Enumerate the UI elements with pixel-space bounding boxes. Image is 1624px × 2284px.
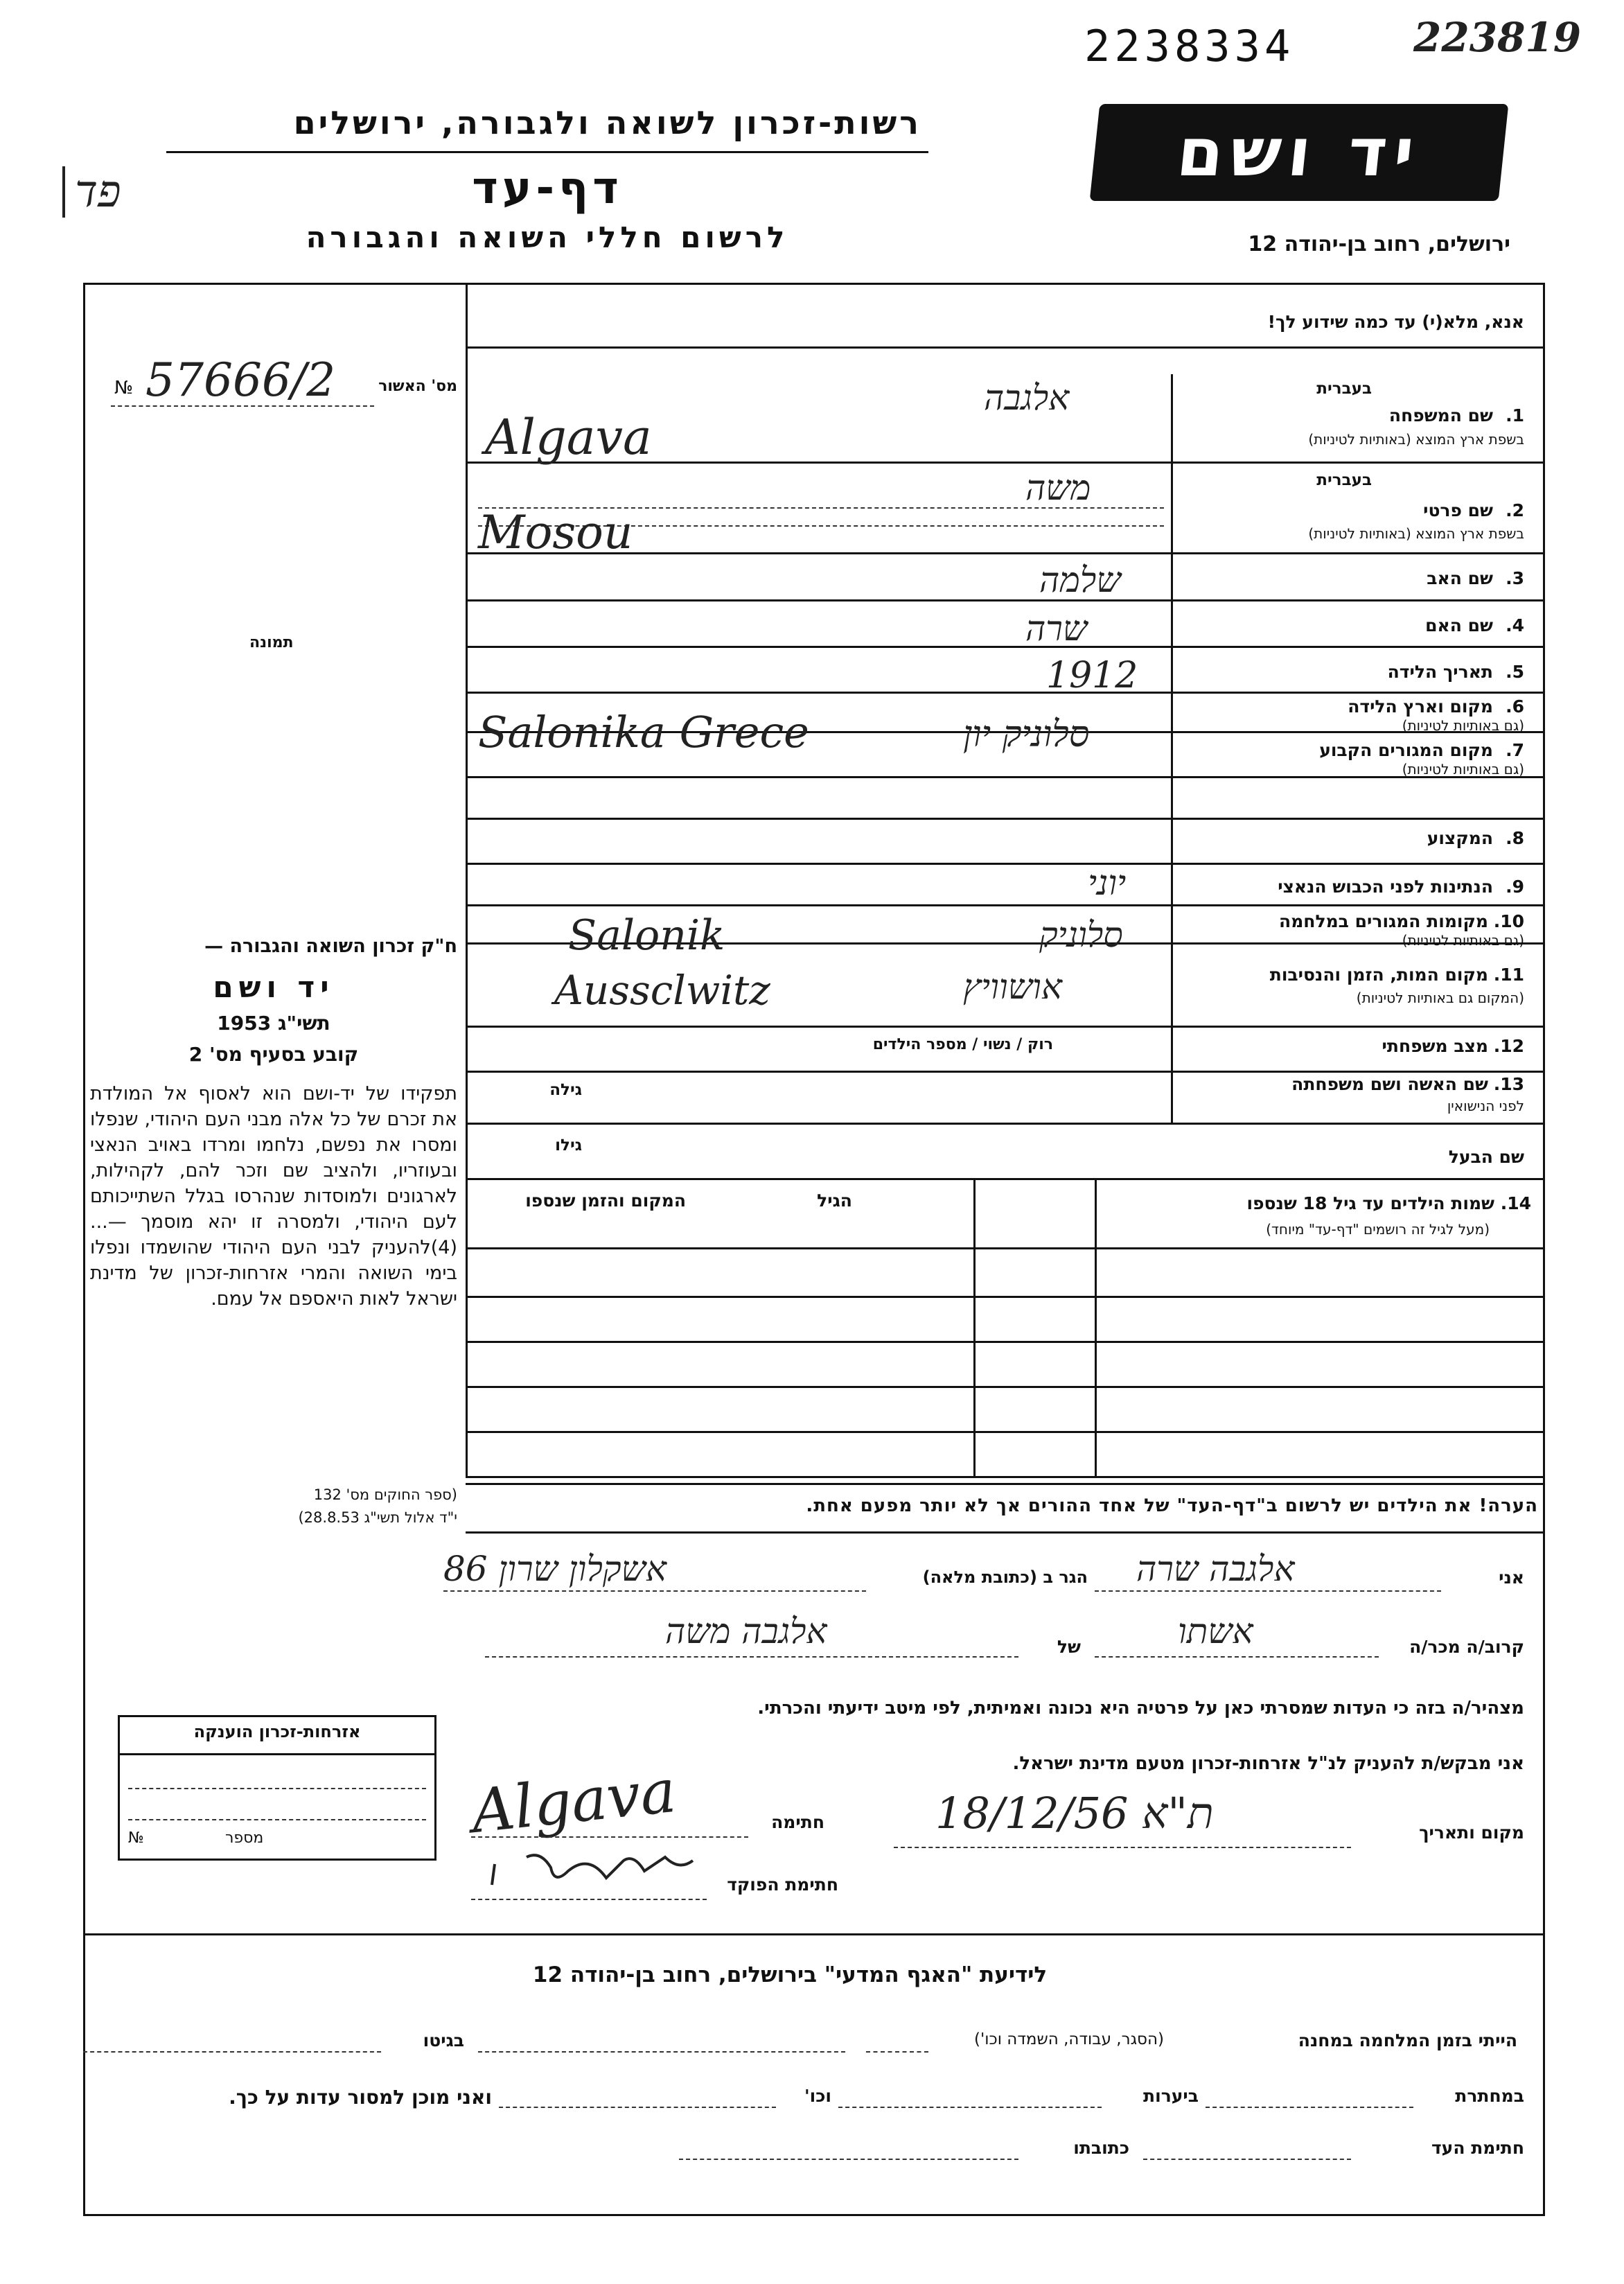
law-text: תפקידו של יד-ושם הוא לאסוף אל המולדת את זכרם של כל אלה מבני העם היהודי, שנפלו ומסרו את נפשם, נלחמו ומרדו באויב הנאצי ובעוזריו, ולהציב שם וזכר להם, לקהילות, לארגונים ולמוסדות שנהרסו בגלל השתייכותם לעם היהודי, ולמסרה זו יהא מוסמך —...(4)להעניק לבני העם היהודי שהושמדו ונפלו בימי השואה והמרי אזרחות-זכרון של מדינת ישראל לאות היאספם אל עמם. [90, 1083, 457, 1310]
field-1-note: בשפת ארץ המוצא (באותיות לטיניות) [1308, 431, 1524, 448]
officer-signature-line [471, 1899, 707, 1900]
field-10-num: 10. [1493, 911, 1524, 931]
row-rule-12 [466, 1026, 1545, 1028]
intro-rule [466, 346, 1545, 349]
field-6-note: (גם באותיות לטיניות) [1402, 717, 1524, 734]
citizenship-line-1 [128, 1788, 426, 1789]
field-12-label: מצב משפחתי [1382, 1036, 1488, 1056]
field-2 [1178, 471, 1524, 547]
address-line [443, 1590, 866, 1592]
field-11-value-latin[interactable]: Aussclwitz [554, 967, 770, 1014]
logo-text: יד ושם [1173, 114, 1425, 191]
citizenship-box-title: אזרחות-זכרון הוענקה [193, 1722, 361, 1741]
yad-vashem-logo [1090, 104, 1509, 201]
field-6-num: 6. [1506, 696, 1524, 717]
field-4-value[interactable]: שרה [1025, 608, 1088, 649]
field-5-num: 5. [1506, 662, 1524, 682]
of-label: של [1057, 1637, 1081, 1657]
age-label-wife: גילה [549, 1081, 582, 1099]
field-2-label: שם פרטי [1423, 500, 1493, 520]
children-col-age: הגיל [817, 1191, 852, 1211]
field-9-num: 9. [1506, 877, 1524, 897]
footer-top-rule [83, 1933, 1545, 1935]
field-13-label: שם האשה ושם משפחתה [1291, 1074, 1488, 1094]
field-8-num: 8. [1506, 828, 1524, 848]
field-10-note: (גם באותיות לטיניות) [1402, 932, 1524, 949]
header-rule [166, 151, 928, 153]
field-1-num: 1. [1506, 405, 1524, 425]
form-title: דף-עד [472, 163, 623, 214]
footer-line2-forests [838, 2107, 1102, 2108]
row-rule-9 [466, 863, 1545, 865]
cert-symbol: № [114, 378, 134, 398]
row-rule-10 [466, 904, 1545, 906]
children-bottom-rule [466, 1476, 1545, 1478]
children-header-rule [466, 1247, 1545, 1249]
of-line [485, 1656, 1018, 1658]
resides-label: הגר ב (כתובת מלאה) [922, 1567, 1088, 1587]
officer-signature-mark [485, 1843, 714, 1899]
remark: הערה! את הילדים יש לרשום ב"דף-העד" של אחד ההורים אך לא יותר מפעם אחת. [806, 1495, 1538, 1516]
form-subtitle: לרשום חללי השואה והגבורה [306, 220, 789, 254]
footer-line1-rest [478, 2051, 845, 2053]
footer-line1-a: הייתי בזמן המלחמה במחנה [1298, 2030, 1517, 2050]
photo-label: תמונה [249, 634, 294, 651]
relation-value[interactable]: אשתו [1178, 1611, 1253, 1651]
field-11-note: (המקום גם באותיות לטיניות) [1356, 990, 1524, 1006]
footer-line2-underground [1206, 2107, 1413, 2108]
number-label: מספר [225, 1829, 264, 1847]
name-line [1095, 1590, 1441, 1592]
declaration-address[interactable]: אשקלון שרון 86 [443, 1549, 667, 1589]
footer-title: לידיעת "האגף המדעי" בירושלים, רחוב בן-יהודה 12 [532, 1962, 1048, 1987]
cert-label: מס' האשור [378, 378, 457, 395]
law-ref-1: (ספר החוקים מס' 132 [313, 1486, 457, 1503]
field-10-label: מקומות המגורים במלחמה [1279, 911, 1488, 931]
row-rule-5 [466, 692, 1545, 694]
citizenship-box-rule [118, 1753, 436, 1755]
field-6-value-latin[interactable]: Salonika Grece [478, 707, 809, 757]
handwritten-number: 223819 [1413, 14, 1582, 61]
law-title: ח"ק זכרון השואה והגבורה — [204, 935, 457, 957]
footer-line1-ghetto [83, 2051, 381, 2053]
signature-value[interactable]: Algava [468, 1756, 680, 1847]
law-ref-2: י"ד אלול תשי"ג 28.8.53) [298, 1509, 457, 1526]
law-name: יד ושם [213, 970, 335, 1004]
children-section [466, 1178, 1545, 1483]
field-11-num: 11. [1493, 965, 1524, 985]
officer-signature-scribble [485, 1843, 714, 1899]
field-7-label: מקום המגורים הקבוע [1319, 740, 1493, 760]
relative-label: קרוב/ה מכר/ה [1409, 1637, 1524, 1657]
children-col-place: המקום והזמן שנספו [525, 1191, 686, 1211]
footer-line1-c: בגיטו [423, 2030, 464, 2050]
field-1-hebrew-tag: בעברית [1316, 380, 1372, 398]
cert-number-line [111, 405, 374, 407]
place-date-label: מקום ותאריך [1419, 1822, 1524, 1843]
law-section: קובע בסעיף מס' 2 [188, 1043, 359, 1066]
row-rule-14 [466, 1123, 1545, 1125]
declaration-statement: מצהיר/ה בזה כי העדות שמסרתי כאן על פרטיה היא נכונה ואמיתית, לפי מיטב ידיעתי והכרתי. [757, 1698, 1524, 1719]
field-1-value-latin[interactable]: Algava [485, 409, 652, 466]
footer-line2-b: ביערות [1143, 2086, 1199, 2106]
row-rule-7 [466, 776, 1545, 778]
fields-intro: אנא, מלא(י) עד כמה שידוע לך! [1267, 312, 1524, 332]
field-7-note: (גם באותיות לטיניות) [1402, 761, 1524, 778]
footer-line2-c: וכו' [804, 2086, 831, 2106]
husband-label: שם הבעל [1448, 1147, 1524, 1167]
law-year: תשי"ג 1953 [217, 1012, 330, 1035]
of-value[interactable]: אלגבה משה [665, 1611, 827, 1651]
field-2-hebrew-tag: בעברית [1316, 471, 1372, 489]
field-3-label: שם האב [1427, 568, 1493, 588]
children-row-1 [466, 1296, 1545, 1298]
field-12-num: 12. [1493, 1036, 1524, 1056]
footer-line1-b: (הסגר, עבודה, השמדה וכו') [973, 2030, 1164, 2048]
field-3-value[interactable]: שלמה [1039, 560, 1121, 600]
field-2-num: 2. [1506, 500, 1524, 520]
marital-options: רוק / נשוי / מספר הילדים [872, 1036, 1053, 1053]
field-13-note: לפני הנישואין [1447, 1098, 1524, 1114]
field-6-label: מקום וארץ הלידה [1348, 696, 1493, 717]
children-title: 14. שמות הילדים עד גיל 18 שנספו [1246, 1193, 1531, 1213]
row-rule-8 [466, 818, 1545, 820]
field-10-value-latin[interactable]: Salonik [568, 911, 725, 960]
field-13-num: 13. [1493, 1074, 1524, 1094]
footer-line3-address [679, 2159, 1018, 2160]
archive-number: 2238334 [1084, 21, 1295, 71]
declaration-i: אני [1499, 1567, 1524, 1588]
footer-line2-d: ואני מוכן למסור עדות על כך. [229, 2086, 492, 2109]
footer-line1-camp [866, 2051, 928, 2053]
institution-name: רשות-זכרון לשואה ולגבורה, ירושלים [293, 104, 921, 141]
age-label-husband: גילו [555, 1136, 582, 1154]
left-column-divider [466, 283, 468, 1184]
field-1-label: שם המשפחה [1388, 405, 1493, 425]
field-6-value-he[interactable]: סלוניק יון [963, 714, 1090, 755]
children-row-3 [466, 1386, 1545, 1388]
officer-signature-label: חתימת הפוקד [727, 1874, 838, 1895]
footer-line3-signature [1143, 2159, 1351, 2160]
row-rule-13 [466, 1071, 1545, 1073]
footer-line3-b: כתובתו [1073, 2138, 1129, 2158]
remark-top-rule [466, 1483, 1545, 1485]
field-2-value-he[interactable]: משה [1025, 468, 1091, 508]
signature-label: חתימה [771, 1812, 824, 1832]
cert-number[interactable]: 57666/2 [145, 353, 336, 407]
field-9-value[interactable]: יוני [1088, 863, 1127, 903]
margin-mark: פד [62, 166, 121, 218]
address: ירושלים, רחוב בן-יהודה 12 [1248, 232, 1510, 256]
footer-line2-etc [499, 2107, 776, 2108]
place-date-value[interactable]: ת"א 18/12/56 [935, 1788, 1214, 1838]
field-1-value-he[interactable]: אלגבה [984, 378, 1070, 418]
field-9-label: הנתינות לפני הכבוש הנאצי [1278, 877, 1493, 897]
field-4-num: 4. [1506, 615, 1524, 635]
citizenship-line-2 [128, 1819, 426, 1820]
remark-bottom-rule [466, 1531, 1545, 1534]
field-3-num: 3. [1506, 568, 1524, 588]
declaration-request: אני מבקש/ת להעניק לנ"ל אזרחות-זכרון מטעם מדינת ישראל. [1012, 1753, 1524, 1774]
field-5-label: תאריך הלידה [1387, 662, 1493, 682]
children-row-4 [466, 1431, 1545, 1433]
field-1 [1178, 380, 1524, 457]
field-8-label: המקצוע [1427, 828, 1493, 848]
field-2-note: בשפת ארץ המוצא (באותיות לטיניות) [1308, 525, 1524, 542]
field-11-value-he[interactable]: אושוויץ [963, 967, 1062, 1007]
place-date-line [894, 1847, 1351, 1848]
children-note: (מעל לגיל זה רושמים "דף-עד" מיוחד) [1266, 1221, 1490, 1238]
field-2-value-latin[interactable]: Mosou [478, 506, 633, 559]
field-11-label: מקום המות, הזמן והנסיבות [1269, 965, 1488, 985]
signature-line [471, 1836, 748, 1838]
number-symbol: № [128, 1829, 144, 1847]
row-rule-4 [466, 646, 1545, 648]
children-row-2 [466, 1341, 1545, 1343]
field-7-num: 7. [1506, 740, 1524, 760]
footer-line3-a: חתימת העד [1431, 2138, 1524, 2158]
label-column-divider [1171, 374, 1173, 1123]
left-column-divider-lower [466, 1178, 468, 1476]
declaration-name[interactable]: אלגבה שרה [1136, 1549, 1295, 1589]
field-5-value[interactable]: 1912 [1046, 655, 1138, 696]
relation-line [1095, 1656, 1379, 1658]
field-4-label: שם האם [1425, 615, 1493, 635]
field-10-value-he[interactable]: סלוניק [1039, 915, 1123, 955]
footer-line2-a: במחתרת [1455, 2086, 1524, 2106]
row-rule-3 [466, 599, 1545, 601]
